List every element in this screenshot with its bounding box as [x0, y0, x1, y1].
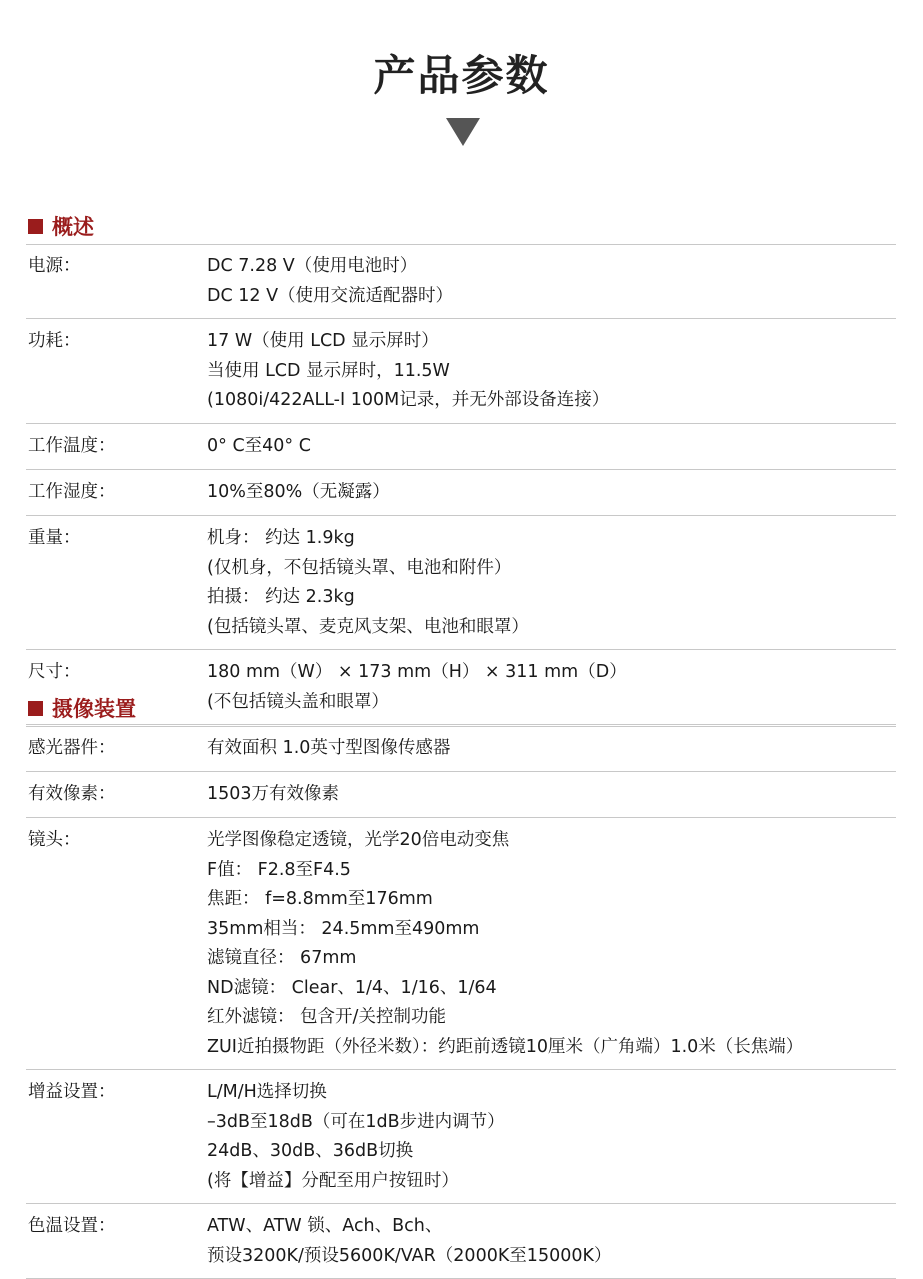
spec-value-line: 拍摄： 约达 2.3kg	[207, 587, 355, 607]
spec-values	[207, 734, 896, 764]
spec-value-line: 当使用 LCD 显示屏时，11.5W	[207, 360, 450, 381]
spec-label: 尺寸：	[28, 662, 81, 682]
spec-value-line: ND滤镜： Clear、1/4、1/16、1/64	[207, 977, 497, 998]
spec-label: 工作温度：	[28, 436, 116, 456]
spec-row	[26, 726, 896, 772]
spec-row	[26, 319, 896, 424]
spec-value-line: ZUI近拍摄物距（外径米数）：约距前透镜10厘米（广角端）1.0米（长焦端）	[207, 1036, 804, 1057]
section-marker-icon	[28, 219, 43, 234]
spec-value-line: F值： F2.8至F4.5	[207, 859, 351, 880]
spec-value-line: 24dB、30dB、36dB切换	[207, 1141, 414, 1161]
spec-row	[26, 772, 896, 818]
spec-value-line: 35mm相当： 24.5mm至490mm	[207, 918, 480, 939]
section-title: 摄像装置	[52, 697, 136, 721]
spec-values	[207, 327, 896, 416]
page-title: 产品参数	[373, 51, 550, 100]
section-title: 概述	[52, 215, 94, 239]
spec-value-line: 180 mm（W） × 173 mm（H） × 311 mm（D）	[207, 662, 627, 682]
spec-value-line: 预设3200K/预设5600K/VAR（2000K至15000K）	[207, 1245, 612, 1266]
spec-values	[207, 432, 896, 462]
section-header	[26, 690, 896, 727]
down-triangle-icon	[446, 118, 480, 146]
spec-value-line: 红外滤镜： 包含开/关控制功能	[207, 1007, 446, 1027]
spec-value-line: 1503万有效像素	[207, 784, 340, 804]
spec-value-line: 光学图像稳定透镜，光学20倍电动变焦	[207, 830, 510, 850]
spec-value-line: 17 W（使用 LCD 显示屏时）	[207, 331, 439, 351]
spec-value-line: (仅机身，不包括镜头罩、电池和附件）	[207, 557, 512, 578]
spec-label: 色温设置：	[28, 1216, 116, 1236]
spec-values	[207, 1078, 896, 1196]
spec-values	[207, 1212, 896, 1271]
spec-label: 镜头：	[28, 830, 81, 850]
spec-value-line: L/M/H选择切换	[207, 1082, 327, 1102]
spec-label: 电源：	[28, 256, 81, 276]
spec-value-line: DC 12 V（使用交流适配器时）	[207, 285, 454, 306]
spec-label: 感光器件：	[28, 738, 116, 758]
spec-row	[26, 1070, 896, 1204]
spec-value-line: 10%至80%（无凝露）	[207, 482, 390, 502]
spec-values	[207, 252, 896, 311]
spec-label: 功耗：	[28, 331, 81, 351]
spec-value-line: –3dB至18dB（可在1dB步进内调节）	[207, 1111, 505, 1132]
spec-value-line: 滤镜直径： 67mm	[207, 948, 357, 968]
spec-value-line: (将【增益】分配至用户按钮时）	[207, 1170, 459, 1191]
spec-label: 有效像素：	[28, 784, 116, 804]
spec-row	[26, 470, 896, 516]
spec-label: 增益设置：	[28, 1082, 116, 1102]
spec-row	[26, 1204, 896, 1279]
spec-row	[26, 424, 896, 470]
spec-row	[26, 244, 896, 319]
spec-row	[26, 516, 896, 650]
spec-values	[207, 478, 896, 508]
spec-value-line: 有效面积 1.0英寸型图像传感器	[207, 738, 451, 758]
spec-row	[26, 818, 896, 1070]
spec-values	[207, 780, 896, 810]
spec-values	[207, 826, 896, 1062]
spec-value-line: 机身： 约达 1.9kg	[207, 528, 355, 548]
spec-value-line: 0° C至40° C	[207, 436, 311, 456]
section-marker-icon	[28, 701, 43, 716]
spec-value-line: (不包括镜头盖和眼罩）	[207, 691, 389, 712]
spec-value-line: 焦距： f=8.8mm至176mm	[207, 889, 433, 909]
spec-value-line: (1080i/422ALL-I 100M记录，并无外部设备连接）	[207, 390, 610, 410]
spec-values	[207, 524, 896, 642]
spec-value-line: ATW、ATW 锁、Ach、Bch、	[207, 1216, 443, 1236]
spec-label: 重量：	[28, 528, 81, 548]
spec-value-line: DC 7.28 V（使用电池时）	[207, 256, 418, 276]
spec-value-line: (包括镜头罩、麦克风支架、电池和眼罩）	[207, 616, 529, 637]
spec-label: 工作湿度：	[28, 482, 116, 502]
section-header	[26, 208, 896, 245]
